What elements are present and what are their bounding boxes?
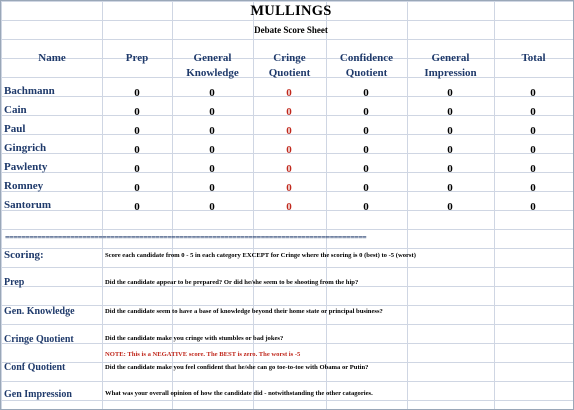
header-total xyxy=(494,51,573,66)
score-confidence: 0 xyxy=(363,163,369,175)
candidate-name: Gingrich xyxy=(4,142,47,154)
score-total: 0 xyxy=(530,125,536,137)
score-total: 0 xyxy=(530,182,536,194)
candidate-name: Cain xyxy=(4,104,27,116)
score-total: 0 xyxy=(530,163,536,175)
score-impression: 0 xyxy=(447,144,453,156)
category-text-prep: Did the candidate appear to be prepared? Or did he/she seem to be shooting from the hip? xyxy=(105,279,359,286)
header-line: General xyxy=(431,52,470,64)
header-line: Cringe xyxy=(273,52,306,64)
score-confidence: 0 xyxy=(363,87,369,99)
header-general-impression xyxy=(407,51,494,81)
cringe-note: NOTE: This is a NEGATIVE score. The BEST is zero. The worst is -5 xyxy=(105,351,301,358)
score-general-knowledge: 0 xyxy=(209,87,215,99)
header-line: Confidence xyxy=(339,52,394,64)
score-cringe: 0 xyxy=(286,125,292,137)
header-cringe-quotient xyxy=(253,51,326,81)
header-name xyxy=(3,51,101,66)
score-impression: 0 xyxy=(447,182,453,194)
sheet-title: MULLINGS xyxy=(250,3,332,19)
candidate-name: Romney xyxy=(4,180,44,192)
category-label-confidence: Conf Quotient xyxy=(4,362,66,373)
score-general-knowledge: 0 xyxy=(209,106,215,118)
score-confidence: 0 xyxy=(363,125,369,137)
score-cringe: 0 xyxy=(286,182,292,194)
score-prep: 0 xyxy=(134,182,140,194)
category-text-cringe: Did the candidate make you cringe with stumbles or bad jokes? xyxy=(105,335,284,342)
score-general-knowledge: 0 xyxy=(209,201,215,213)
candidate-name: Bachmann xyxy=(4,85,55,97)
score-total: 0 xyxy=(530,106,536,118)
score-impression: 0 xyxy=(447,87,453,99)
score-cringe: 0 xyxy=(286,201,292,213)
score-cringe: 0 xyxy=(286,144,292,156)
score-prep: 0 xyxy=(134,87,140,99)
score-prep: 0 xyxy=(134,144,140,156)
header-line: Name xyxy=(38,52,66,64)
score-total: 0 xyxy=(530,201,536,213)
score-total: 0 xyxy=(530,144,536,156)
category-label-knowledge: Gen. Knowledge xyxy=(4,306,75,317)
header-line: Total xyxy=(521,52,546,64)
score-cringe: 0 xyxy=(286,106,292,118)
score-confidence: 0 xyxy=(363,106,369,118)
scoring-text: Score each candidate from 0 - 5 in each category EXCEPT for Cringe where the scoring is 0 (best) to -5 (worst) xyxy=(105,252,416,259)
score-impression: 0 xyxy=(447,106,453,118)
score-confidence: 0 xyxy=(363,182,369,194)
header-line: Quotient xyxy=(345,67,388,79)
header-general-knowledge xyxy=(172,51,253,81)
category-label-cringe: Cringe Quotient xyxy=(4,334,74,345)
score-prep: 0 xyxy=(134,201,140,213)
score-general-knowledge: 0 xyxy=(209,125,215,137)
score-cringe: 0 xyxy=(286,87,292,99)
header-line: Knowledge xyxy=(186,67,239,79)
scoring-label: Scoring: xyxy=(4,249,44,261)
header-line: Quotient xyxy=(268,67,311,79)
candidate-name: Pawlenty xyxy=(4,161,48,173)
score-total: 0 xyxy=(530,87,536,99)
category-label-impression: Gen Impression xyxy=(4,389,72,400)
header-line: Prep xyxy=(125,52,149,64)
sheet-subtitle: Debate Score Sheet xyxy=(254,25,328,35)
header-line: General xyxy=(193,52,232,64)
header-prep xyxy=(102,51,172,66)
category-text-confidence: Did the candidate make you feel confident that he/she can go toe-to-toe with Obama or Putin? xyxy=(105,364,369,371)
score-prep: 0 xyxy=(134,106,140,118)
header-confidence-quotient xyxy=(326,51,407,81)
header-line: Impression xyxy=(424,67,477,79)
category-text-impression: What was your overall opinion of how the candidate did - notwithstanding the other catagories. xyxy=(105,390,373,397)
score-general-knowledge: 0 xyxy=(209,144,215,156)
score-general-knowledge: 0 xyxy=(209,163,215,175)
score-impression: 0 xyxy=(447,125,453,137)
category-text-knowledge: Did the candidate seem to have a base of knowledge beyond their home state or principal business? xyxy=(105,308,383,315)
score-confidence: 0 xyxy=(363,201,369,213)
candidate-name: Paul xyxy=(4,123,26,135)
score-impression: 0 xyxy=(447,201,453,213)
score-prep: 0 xyxy=(134,125,140,137)
separator-line: ========================================================================================= xyxy=(5,234,367,242)
score-prep: 0 xyxy=(134,163,140,175)
score-impression: 0 xyxy=(447,163,453,175)
candidate-name: Santorum xyxy=(4,199,52,211)
score-confidence: 0 xyxy=(363,144,369,156)
score-general-knowledge: 0 xyxy=(209,182,215,194)
score-cringe: 0 xyxy=(286,163,292,175)
category-label-prep: Prep xyxy=(4,277,25,288)
